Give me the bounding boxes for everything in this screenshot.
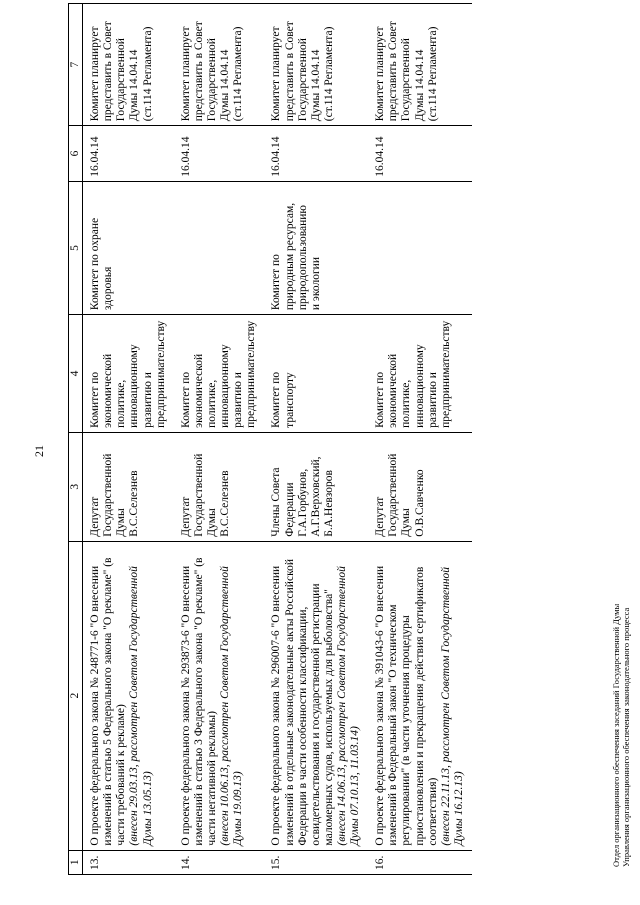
column-number-row	[69, 4, 83, 875]
page-number: 21	[32, 445, 46, 457]
initiator: Депутат Государственной Думы В.С.Селезнев	[83, 432, 174, 541]
decision: Комитет планирует представить в Совет Государственной Думы 14.04.14 (ст.114 Регламента)	[368, 4, 472, 126]
decision: Комитет планирует представить в Совет Государственной Думы 14.04.14 (ст.114 Регламента)	[264, 4, 368, 126]
bill-title: О проекте федерального закона № 293873-6 "О внесении изменений в статью 3 Федерального закона "О рекламе" (в части негативной рекламы)	[179, 557, 218, 846]
column-number: 6	[69, 126, 83, 182]
initiator: Депутат Государственной Думы В.С.Селезнев	[174, 432, 265, 541]
row-number: 16.	[368, 850, 472, 874]
lead-committee: Комитет по экономической политике, инновационному развитию и предпринимательству	[368, 315, 472, 433]
row-number: 15.	[264, 850, 368, 874]
bill-cell	[368, 541, 472, 850]
bill-title: О проекте федерального закона № 248771-6 "О внесении изменений в статью 5 Федерального закона "О рекламе" (в части требований к рекламе)	[89, 557, 128, 846]
initiator: Члены Совета Федерации Г.А.Горбунов, А.Г.Верховский, Б.А.Невзоров	[264, 432, 368, 541]
table-row	[83, 4, 174, 875]
lead-committee: Комитет по транспорту	[264, 315, 368, 433]
decision: Комитет планирует представить в Совет Государственной Думы 14.04.14 (ст.114 Регламента)	[174, 4, 265, 126]
date: 16.04.14	[83, 126, 174, 182]
date: 16.04.14	[174, 126, 265, 182]
decision: Комитет планирует представить в Совет Государственной Думы 14.04.14 (ст.114 Регламента)	[83, 4, 174, 126]
footer-note	[612, 604, 632, 867]
column-number: 5	[69, 181, 83, 314]
table-row	[368, 4, 472, 875]
date: 16.04.14	[264, 126, 368, 182]
bill-title: О проекте федерального закона № 391043-6 "О внесении изменений в Федеральный закон "О техническом регулировании" (в части уточнения процедуры приостановления и прекращения действия сертификатов соответствия)	[374, 565, 439, 846]
bill-note: (внесен 22.11.13, рассмотрен Советом Государственной Думы 16.12.13)	[439, 566, 465, 846]
co-committee	[368, 181, 472, 314]
table-row	[264, 4, 368, 875]
bill-note: (внесен 14.06.13, рассмотрен Советом Государственной Думы 07.10.13, 11.03.14)	[335, 566, 362, 846]
column-number: 4	[69, 315, 83, 433]
column-number: 2	[69, 541, 83, 850]
footer-line: Управления организационного обеспечения законодательного процесса	[620, 607, 631, 867]
co-committee: Комитет по охране здоровья	[83, 181, 174, 314]
bill-title: О проекте федерального закона № 296007-6 "О внесении изменений в отдельные законодательные акты Российской Федерации в части особенности классификации, освидетельствования и государственной регистрации маломерных судов, используемых для рыболовства"	[270, 559, 335, 846]
co-committee	[174, 181, 265, 314]
bill-note: (внесен 29.03.13, рассмотрен Советом Государственной Думы 13.05.13)	[128, 566, 154, 846]
initiator: Депутат Государственной Думы О.В.Савченко	[368, 432, 472, 541]
bill-note: (внесен 10.06.13, рассмотрен Советом Государственной Думы 19.09.13)	[219, 566, 245, 846]
footer-line: Отдел организационного обеспечения заседаний Государственной Думы	[611, 603, 621, 867]
date: 16.04.14	[368, 126, 472, 182]
column-number: 3	[69, 432, 83, 541]
bills-table	[68, 3, 472, 875]
table-row	[174, 4, 265, 875]
lead-committee: Комитет по экономической политике, инновационному развитию и предпринимательству	[83, 315, 174, 433]
bill-cell	[174, 541, 265, 850]
lead-committee: Комитет по экономической политике, инновационному развитию и предпринимательству	[174, 315, 265, 433]
bill-cell	[83, 541, 174, 850]
column-number: 7	[69, 4, 83, 126]
co-committee: Комитет по природным ресурсам, природопользованию и экологии	[264, 181, 368, 314]
row-number: 14.	[174, 850, 265, 874]
row-number: 13.	[83, 850, 174, 874]
column-number: 1	[69, 850, 83, 874]
bill-cell	[264, 541, 368, 850]
